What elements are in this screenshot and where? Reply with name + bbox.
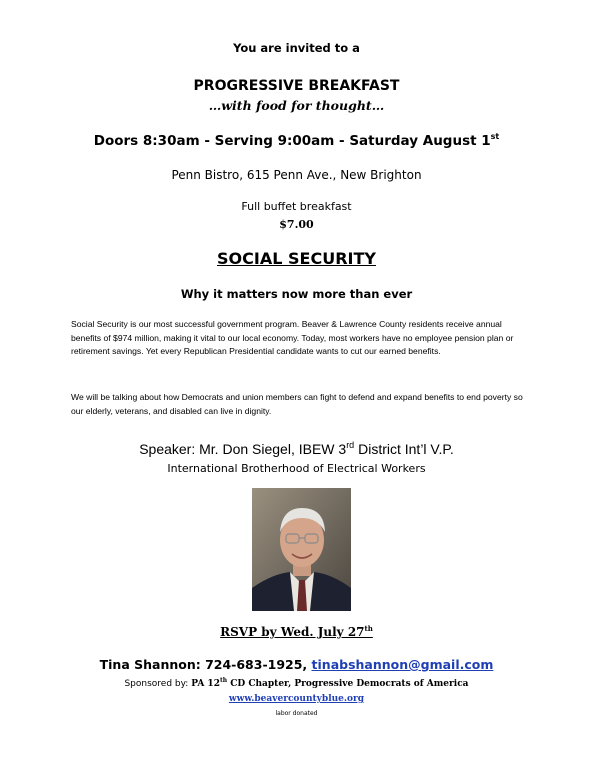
website-link[interactable]: www.beavercountyblue.org xyxy=(228,694,365,704)
invitation-line: You are invited to a xyxy=(233,41,360,55)
buffet-note: Full buffet breakfast xyxy=(241,200,352,213)
body-paragraph: Social Security is our most successful government program. Beaver & Lawrence County residents receive annual benefits of $974 million, making it vital to our local economy. Today, most workers have no employee pension plan or retirement savings. Yet every Republican Presidential candidate wants to cut our earned benefits. xyxy=(71,319,514,357)
speaker-prefix: Speaker: Mr. Don Siegel, IBEW 3 xyxy=(139,441,347,457)
union-name: International Brotherhood of Electrical Workers xyxy=(167,462,426,475)
contact-name-phone: Tina Shannon: 724-683-1925, xyxy=(99,657,312,672)
event-price: $7.00 xyxy=(279,218,314,231)
topic-heading: SOCIAL SECURITY xyxy=(217,249,376,268)
rsvp-ordinal: th xyxy=(364,624,373,633)
speaker-ordinal: rd xyxy=(346,440,355,450)
schedule-text: Doors 8:30am - Serving 9:00am - Saturday August 1 xyxy=(93,133,491,149)
sponsor-chapter: PA 12 xyxy=(191,679,220,689)
event-tagline: …with food for thought… xyxy=(208,98,385,113)
rsvp-text: RSVP by Wed. July 27 xyxy=(220,625,365,639)
speaker-suffix: District Int’l V.P. xyxy=(354,441,454,457)
speaker-line xyxy=(0,440,593,457)
event-schedule xyxy=(0,132,593,149)
sponsor-org xyxy=(191,679,468,689)
sponsor-ordinal: th xyxy=(219,677,228,684)
rsvp-line xyxy=(0,624,593,639)
schedule-ordinal: st xyxy=(490,132,500,141)
contact-line xyxy=(0,657,593,672)
event-title: PROGRESSIVE BREAKFAST xyxy=(193,78,400,94)
topic-subheading: Why it matters now more than ever xyxy=(180,287,413,301)
sponsor-chapter-rest: CD Chapter, Progressive Democrats of America xyxy=(227,679,469,689)
sponsor-line xyxy=(0,677,593,689)
contact-email-link[interactable]: tinabshannon@gmail.com xyxy=(311,657,494,672)
speaker-portrait-image xyxy=(252,488,351,611)
speaker-photo xyxy=(252,488,351,611)
event-venue: Penn Bistro, 615 Penn Ave., New Brighton xyxy=(171,168,422,182)
body-paragraph: We will be talking about how Democrats and union members can fight to defend and expand benefits to end poverty so our elderly, veterans, and disabled can live in dignity. xyxy=(71,392,523,416)
labor-donated-note: labor donated xyxy=(275,710,318,717)
sponsor-prefix: Sponsored by: xyxy=(124,679,192,689)
